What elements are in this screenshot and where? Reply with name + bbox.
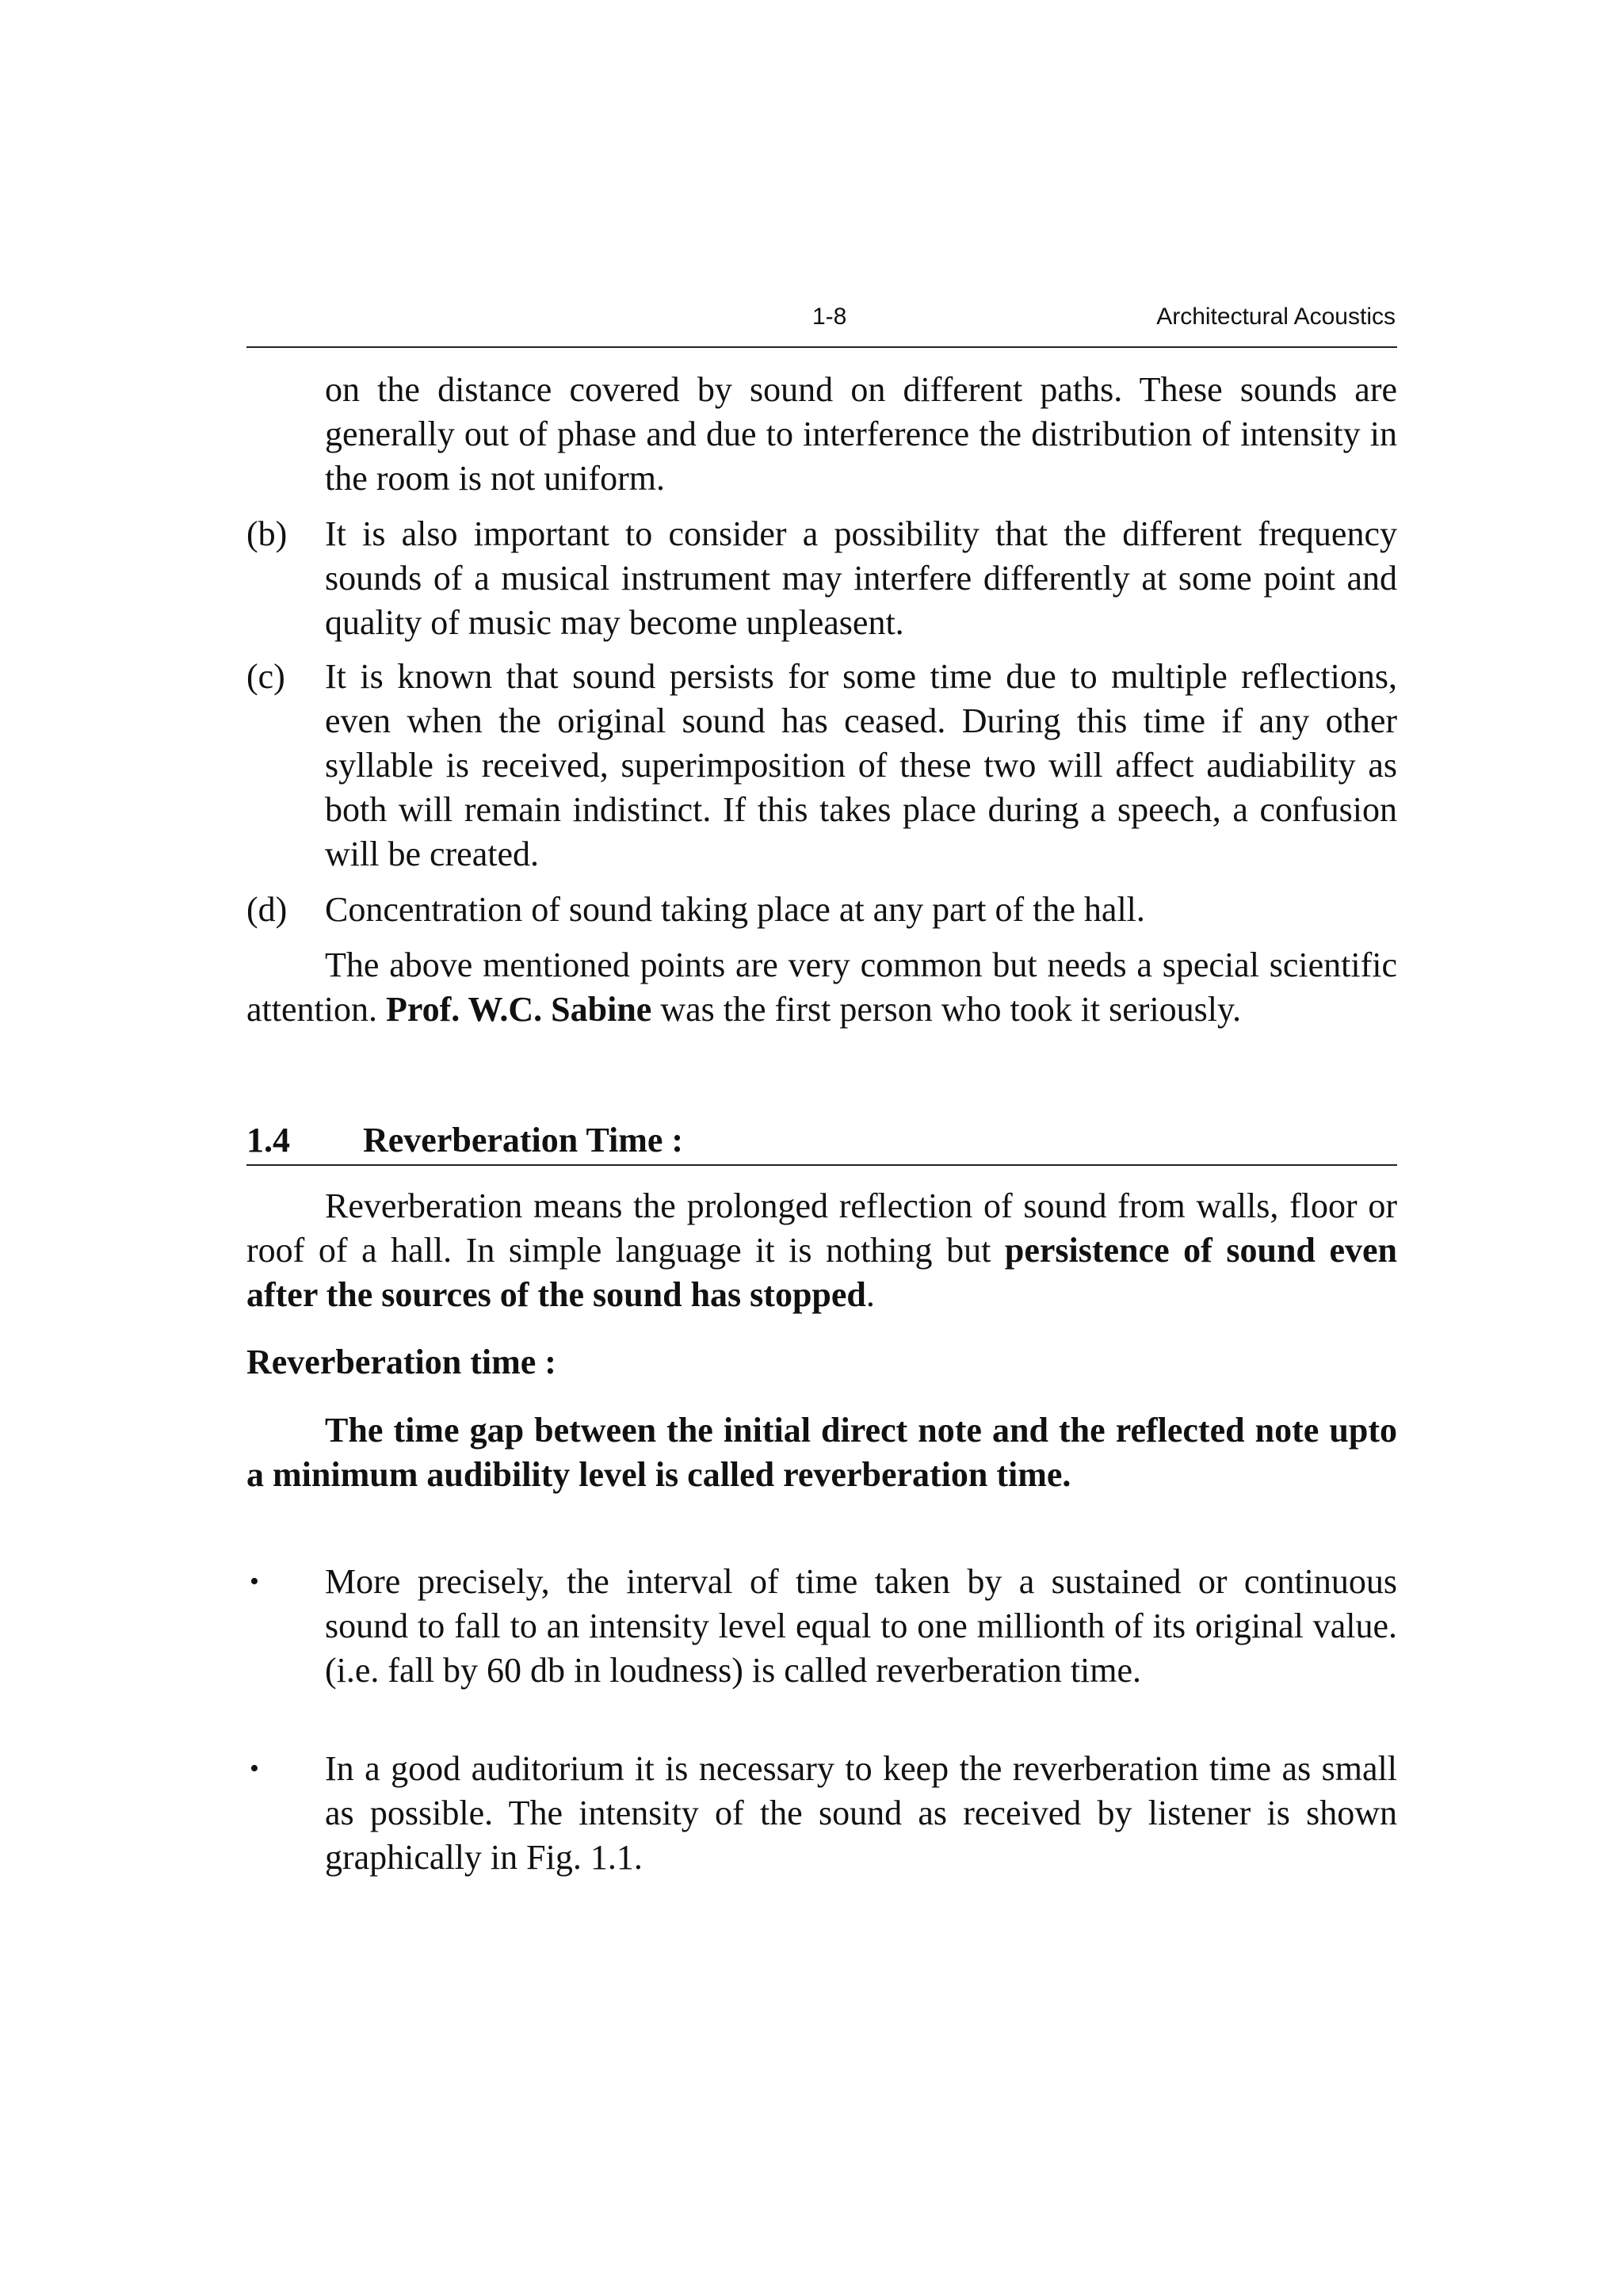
- list-marker: (b): [246, 514, 288, 553]
- sabine-name: Prof. W.C. Sabine: [385, 990, 652, 1029]
- list-item-text: It is also important to consider a possibility that the different frequency sounds of a musical instrument may interfere differently at some point and quality of music may become unpleasent.: [325, 514, 1397, 642]
- sabine-text-after: was the first person who took it seriously.: [651, 990, 1242, 1029]
- bullet-icon: •: [250, 1567, 259, 1596]
- sabine-paragraph: [246, 943, 1397, 1032]
- reverberation-paragraph: [246, 1184, 1397, 1317]
- reverberation-text-after: .: [865, 1275, 875, 1314]
- definition-paragraph: The time gap between the initial direct note and the reflected note upto a minimum audibility level is called reverberation time.: [246, 1411, 1397, 1494]
- list-marker: (c): [246, 657, 285, 696]
- reverberation-text-before: Reverberation means the prolonged reflection of sound from walls, floor or roof of a hall. In simple language it is nothing but: [246, 1186, 1397, 1270]
- sabine-text-before: The above mentioned points are very common but needs a special scientific attention.: [246, 946, 1397, 1029]
- bullet-text: More precisely, the interval of time taken by a sustained or continuous sound to fall to an intensity level equal to one millionth of its original value. (i.e. fall by 60 db in loudness) is called reverberation time.: [325, 1562, 1397, 1690]
- list-item-b: [246, 512, 1397, 645]
- section-title: Reverberation Time :: [363, 1121, 684, 1159]
- list-item-c: [246, 655, 1397, 877]
- running-header: [246, 304, 1397, 348]
- list-item-text: Concentration of sound taking place at any part of the hall.: [325, 890, 1145, 929]
- reverberation-emphasis: persistence of sound even after the sources of the sound has stopped: [246, 1231, 1397, 1314]
- bullet-item: [246, 1747, 1397, 1880]
- page-number: 1-8: [812, 304, 847, 330]
- bullet-text: In a good auditorium it is necessary to keep the reverberation time as small as possible. The intensity of the sound as received by listener is shown graphically in Fig. 1.1.: [325, 1749, 1397, 1877]
- section-number: 1.4: [246, 1121, 290, 1159]
- bullet-icon: •: [250, 1754, 259, 1783]
- book-title: Architectural Acoustics: [1156, 304, 1396, 330]
- list-item-text: It is known that sound persists for some time due to multiple reflections, even when the original sound has ceased. During this time if any other syllable is received, superimposition of these two will affect audiability as both will remain indistinct. If this takes place during a speech, a confusion will be created.: [325, 657, 1397, 873]
- bullet-item: [246, 1560, 1397, 1693]
- list-item-d: [246, 888, 1397, 932]
- list-marker: (d): [246, 890, 288, 929]
- document-page: [246, 0, 1397, 2296]
- continuation-paragraph: on the distance covered by sound on different paths. These sounds are generally out of phase and due to interference the distribution of intensity in the room is not uniform.: [325, 370, 1397, 498]
- subheading: Reverberation time :: [246, 1343, 556, 1381]
- section-heading: [246, 1114, 1397, 1166]
